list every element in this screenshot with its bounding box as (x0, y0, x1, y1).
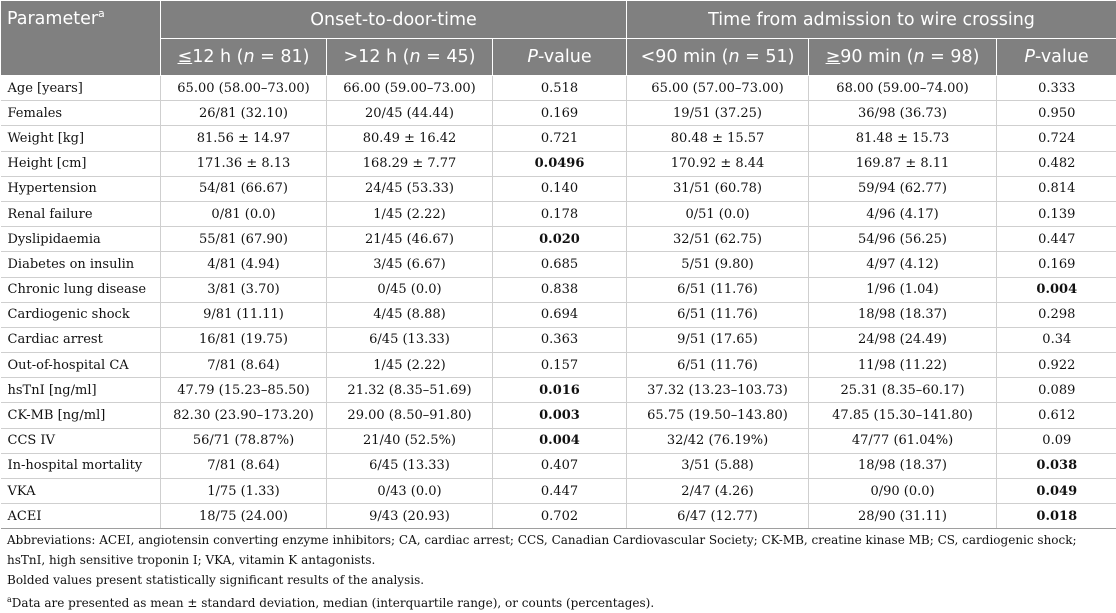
table-cell: 21/40 (52.5%) (327, 428, 493, 453)
row-label: Hypertension (1, 176, 161, 201)
p-value-cell: 0.003 (493, 403, 627, 428)
p-value-cell: 0.447 (493, 479, 627, 504)
p-value-cell: 0.016 (493, 378, 627, 403)
header-onset-le12h: ≤12 h (n = 81) (161, 39, 327, 76)
p-value-cell: 0.0496 (493, 151, 627, 176)
header-onset-gt12h: >12 h (n = 45) (327, 39, 493, 76)
table-cell: 82.30 (23.90–173.20) (161, 403, 327, 428)
table-cell: 6/51 (11.76) (627, 353, 809, 378)
p-value-cell: 0.089 (997, 378, 1116, 403)
p-value-cell: 0.694 (493, 302, 627, 327)
table-cell: 47.79 (15.23–85.50) (161, 378, 327, 403)
table-cell: 11/98 (11.22) (809, 353, 997, 378)
p-value-cell: 0.333 (997, 76, 1116, 101)
table-cell: 25.31 (8.35–60.17) (809, 378, 997, 403)
p-value-cell: 0.178 (493, 201, 627, 226)
header-group-admission-to-wire: Time from admission to wire crossing (627, 1, 1116, 39)
table-cell: 7/81 (8.64) (161, 353, 327, 378)
table-row (1, 76, 1116, 101)
table-cell: 24/45 (53.33) (327, 176, 493, 201)
table-row (1, 479, 1116, 504)
p-value-cell: 0.950 (997, 101, 1116, 126)
row-label: CCS IV (1, 428, 161, 453)
table-cell: 65.00 (57.00–73.00) (627, 76, 809, 101)
p-value-cell: 0.482 (997, 151, 1116, 176)
header-onset-pvalue: P-value (493, 39, 627, 76)
p-value-cell: 0.139 (997, 201, 1116, 226)
p-value-cell: 0.157 (493, 353, 627, 378)
table-cell: 0/51 (0.0) (627, 201, 809, 226)
row-label: In-hospital mortality (1, 453, 161, 478)
table-cell: 32/42 (76.19%) (627, 428, 809, 453)
table-row (1, 126, 1116, 151)
header-parameter: Parameter$^a$ (1, 1, 161, 76)
table-cell: 4/96 (4.17) (809, 201, 997, 226)
table-cell: 4/81 (4.94) (161, 252, 327, 277)
table-body (1, 76, 1116, 529)
row-label: Age [years] (1, 76, 161, 101)
p-value-cell: 0.09 (997, 428, 1116, 453)
table-cell: 0/43 (0.0) (327, 479, 493, 504)
table-row (1, 453, 1116, 478)
table-cell: 4/97 (4.12) (809, 252, 997, 277)
table-cell: 32/51 (62.75) (627, 227, 809, 252)
table-cell: 4/45 (8.88) (327, 302, 493, 327)
table-notes (7, 530, 1111, 613)
table-cell: 1/45 (2.22) (327, 353, 493, 378)
table-cell: 0/81 (0.0) (161, 201, 327, 226)
p-value-cell: 0.838 (493, 277, 627, 302)
p-value-cell: 0.140 (493, 176, 627, 201)
table-cell: 1/75 (1.33) (161, 479, 327, 504)
table-cell: 29.00 (8.50–91.80) (327, 403, 493, 428)
table-cell: 6/51 (11.76) (627, 302, 809, 327)
table-header (1, 1, 1116, 76)
table-cell: 18/98 (18.37) (809, 302, 997, 327)
p-value-cell: 0.814 (997, 176, 1116, 201)
p-value-cell: 0.004 (997, 277, 1116, 302)
p-value-cell: 0.298 (997, 302, 1116, 327)
table-cell: 65.00 (58.00–73.00) (161, 76, 327, 101)
table-cell: 3/81 (3.70) (161, 277, 327, 302)
row-label: hsTnI [ng/ml] (1, 378, 161, 403)
p-value-cell: 0.004 (493, 428, 627, 453)
table-cell: 3/45 (6.67) (327, 252, 493, 277)
table-cell: 6/47 (12.77) (627, 504, 809, 529)
table-cell: 28/90 (31.11) (809, 504, 997, 529)
p-value-cell: 0.724 (997, 126, 1116, 151)
table-cell: 31/51 (60.78) (627, 176, 809, 201)
table-cell: 80.49 ± 16.42 (327, 126, 493, 151)
table-cell: 81.48 ± 15.73 (809, 126, 997, 151)
table-cell: 0/90 (0.0) (809, 479, 997, 504)
table-cell: 65.75 (19.50–143.80) (627, 403, 809, 428)
table-cell: 21.32 (8.35–51.69) (327, 378, 493, 403)
table-cell: 6/45 (13.33) (327, 327, 493, 352)
subheader-row (1, 39, 1116, 76)
table-cell: 21/45 (46.67) (327, 227, 493, 252)
table-cell: 171.36 ± 8.13 (161, 151, 327, 176)
header-group-onset-to-door: Onset-to-door-time (161, 1, 627, 39)
table-cell: 1/45 (2.22) (327, 201, 493, 226)
p-value-cell: 0.038 (997, 453, 1116, 478)
table-row (1, 176, 1116, 201)
row-label: Renal failure (1, 201, 161, 226)
table-cell: 6/45 (13.33) (327, 453, 493, 478)
table-cell: 36/98 (36.73) (809, 101, 997, 126)
table-cell: 68.00 (59.00–74.00) (809, 76, 997, 101)
table-cell: 54/96 (56.25) (809, 227, 997, 252)
table-cell: 80.48 ± 15.57 (627, 126, 809, 151)
row-label: Cardiogenic shock (1, 302, 161, 327)
p-value-cell: 0.612 (997, 403, 1116, 428)
table-row (1, 227, 1116, 252)
p-value-cell: 0.721 (493, 126, 627, 151)
row-label: CK-MB [ng/ml] (1, 403, 161, 428)
table-cell: 18/98 (18.37) (809, 453, 997, 478)
p-value-cell: 0.518 (493, 76, 627, 101)
row-label: Height [cm] (1, 151, 161, 176)
table-cell: 66.00 (59.00–73.00) (327, 76, 493, 101)
row-label: Cardiac arrest (1, 327, 161, 352)
data-footnote: $^a$Data are presented as mean ± standard deviation, median (interquartile range), or counts (percentages). (7, 590, 1111, 613)
table-cell: 59/94 (62.77) (809, 176, 997, 201)
table-cell: 168.29 ± 7.77 (327, 151, 493, 176)
row-label: Diabetes on insulin (1, 252, 161, 277)
header-wire-ge90: ≥90 min (n = 98) (809, 39, 997, 76)
table-cell: 2/47 (4.26) (627, 479, 809, 504)
abbreviations-note: Abbreviations: ACEI, angiotensin converting enzyme inhibitors; CA, cardiac arrest; CCS, Canadian Cardiovascular Society; CK-MB, creatine kinase MB; CS, cardiogenic shock; hsTnI, high sensitive troponin I; VKA, vitamin K antagonists. (7, 530, 1111, 570)
p-value-cell: 0.447 (997, 227, 1116, 252)
row-label: Chronic lung disease (1, 277, 161, 302)
table-cell: 169.87 ± 8.11 (809, 151, 997, 176)
p-value-cell: 0.34 (997, 327, 1116, 352)
p-value-cell: 0.169 (997, 252, 1116, 277)
table-cell: 47/77 (61.04%) (809, 428, 997, 453)
table-row (1, 378, 1116, 403)
row-label: Out-of-hospital CA (1, 353, 161, 378)
table-cell: 5/51 (9.80) (627, 252, 809, 277)
table-row (1, 201, 1116, 226)
p-value-cell: 0.407 (493, 453, 627, 478)
table-row (1, 403, 1116, 428)
p-value-cell: 0.020 (493, 227, 627, 252)
table-cell: 170.92 ± 8.44 (627, 151, 809, 176)
table-cell: 54/81 (66.67) (161, 176, 327, 201)
table-cell: 81.56 ± 14.97 (161, 126, 327, 151)
table-cell: 9/51 (17.65) (627, 327, 809, 352)
table-cell: 7/81 (8.64) (161, 453, 327, 478)
table-cell: 0/45 (0.0) (327, 277, 493, 302)
row-label: Weight [kg] (1, 126, 161, 151)
table-row (1, 277, 1116, 302)
table-row (1, 327, 1116, 352)
p-value-cell: 0.018 (997, 504, 1116, 529)
table-cell: 26/81 (32.10) (161, 101, 327, 126)
table-cell: 47.85 (15.30–141.80) (809, 403, 997, 428)
table-cell: 16/81 (19.75) (161, 327, 327, 352)
table-row (1, 504, 1116, 529)
header-wire-pvalue: P-value (997, 39, 1116, 76)
p-value-cell: 0.169 (493, 101, 627, 126)
table-row (1, 428, 1116, 453)
table-cell: 55/81 (67.90) (161, 227, 327, 252)
p-value-cell: 0.922 (997, 353, 1116, 378)
table-cell: 3/51 (5.88) (627, 453, 809, 478)
table-row (1, 252, 1116, 277)
table-row (1, 302, 1116, 327)
row-label: Females (1, 101, 161, 126)
table-cell: 20/45 (44.44) (327, 101, 493, 126)
header-wire-lt90: <90 min (n = 51) (627, 39, 809, 76)
row-label: ACEI (1, 504, 161, 529)
table-cell: 37.32 (13.23–103.73) (627, 378, 809, 403)
table-cell: 56/71 (78.87%) (161, 428, 327, 453)
p-value-cell: 0.685 (493, 252, 627, 277)
table-row (1, 353, 1116, 378)
row-label: VKA (1, 479, 161, 504)
table-cell: 6/51 (11.76) (627, 277, 809, 302)
table-row (1, 151, 1116, 176)
p-value-cell: 0.702 (493, 504, 627, 529)
table-cell: 19/51 (37.25) (627, 101, 809, 126)
table-row (1, 101, 1116, 126)
p-value-cell: 0.363 (493, 327, 627, 352)
table-cell: 24/98 (24.49) (809, 327, 997, 352)
table-cell: 9/43 (20.93) (327, 504, 493, 529)
row-label: Dyslipidaemia (1, 227, 161, 252)
table-cell: 1/96 (1.04) (809, 277, 997, 302)
bolded-note: Bolded values present statistically significant results of the analysis. (7, 570, 1111, 590)
table-cell: 18/75 (24.00) (161, 504, 327, 529)
p-value-cell: 0.049 (997, 479, 1116, 504)
table-cell: 9/81 (11.11) (161, 302, 327, 327)
